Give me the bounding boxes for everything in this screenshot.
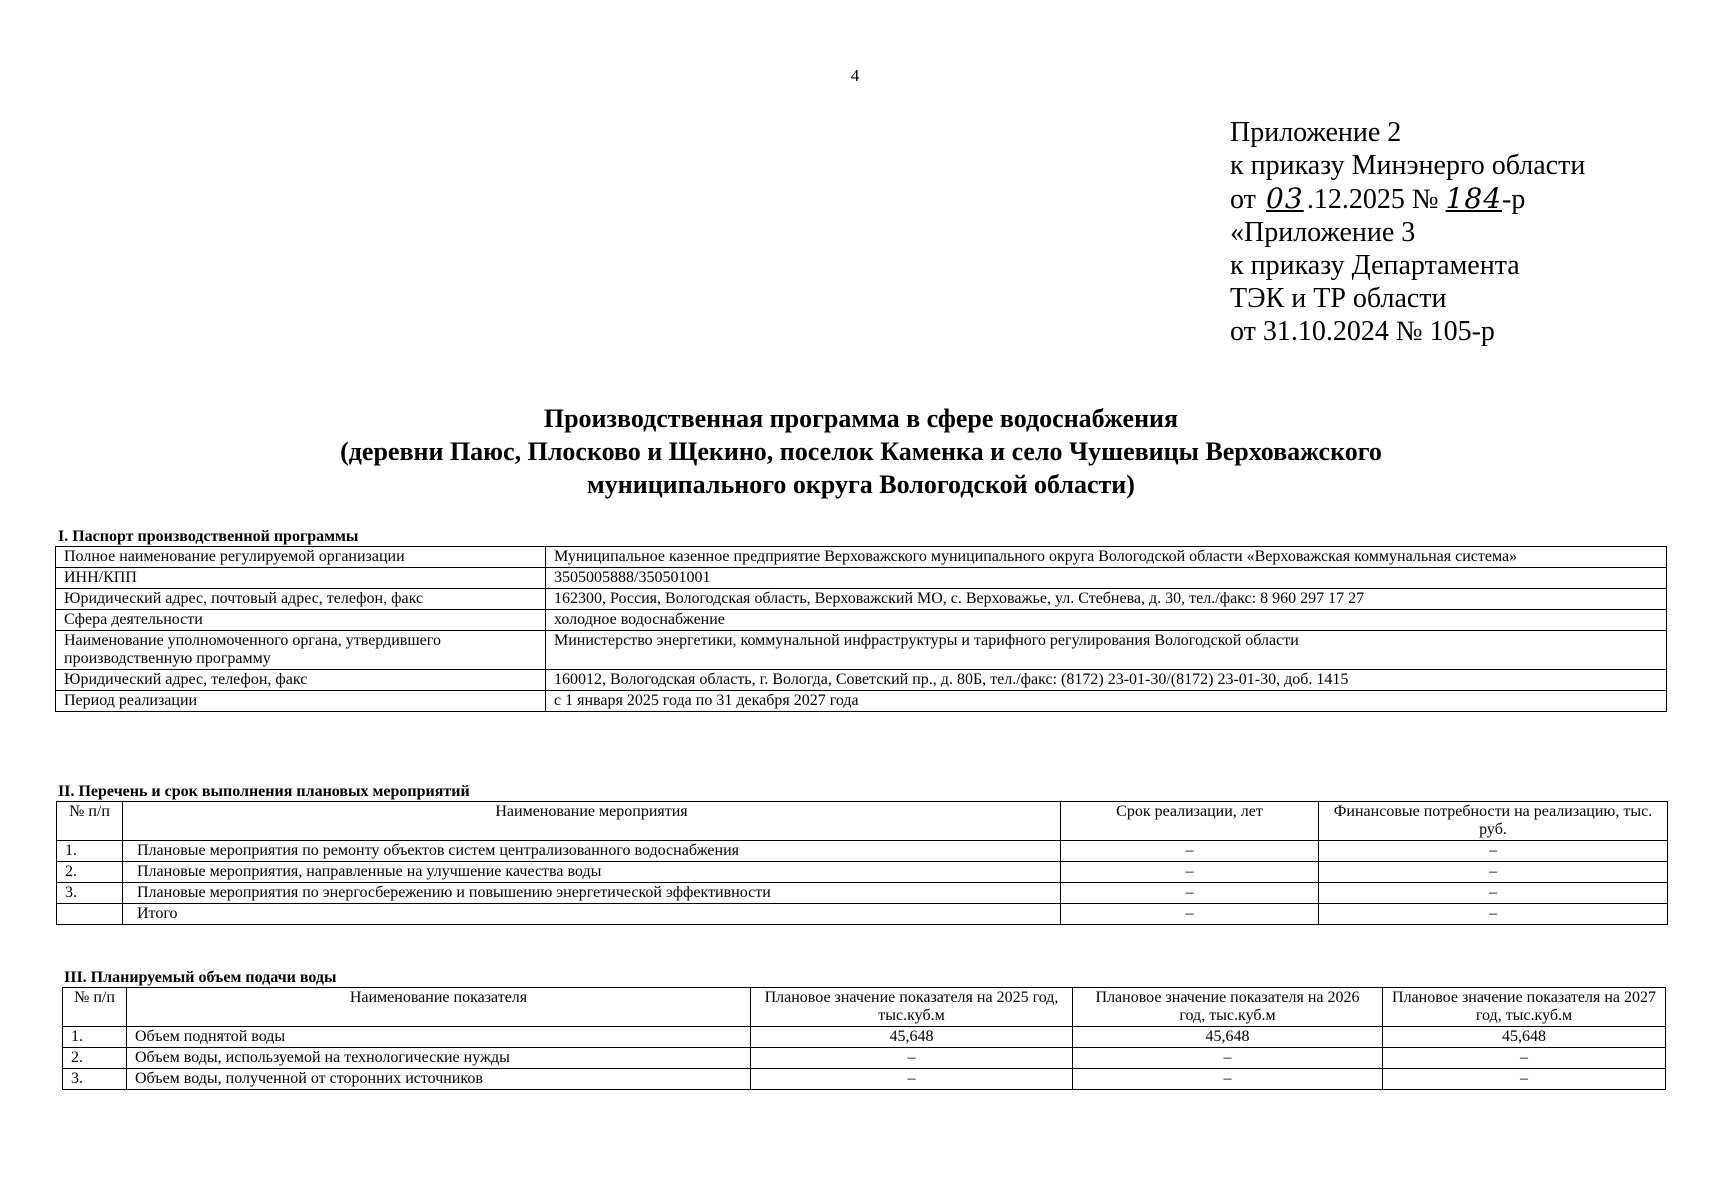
passport-table [55, 546, 1667, 712]
appendix-line: к приказу Минэнерго области [1230, 150, 1586, 181]
header-2027: Плановое значение показателя на 2027 год, тыс.куб.м [1383, 988, 1666, 1027]
passport-value: 160012, Вологодская область, г. Вологда, Советский пр., д. 80Б, тел./факс: (8172) 23-01-30/(8172) 23-01-30, доб. 1415 [546, 670, 1667, 691]
row-term: – [1061, 862, 1319, 883]
row-term: – [1061, 883, 1319, 904]
header-name: Наименование мероприятия [123, 802, 1061, 841]
row-name: Плановые мероприятия, направленные на улучшение качества воды [123, 862, 1061, 883]
passport-label: Сфера деятельности [56, 610, 546, 631]
section1-title: I. Паспорт производственной программы [58, 528, 359, 545]
row-term: – [1061, 841, 1319, 862]
row-name: Объем поднятой воды [127, 1027, 751, 1048]
appendix-line: ТЭК и ТР области [1230, 283, 1447, 314]
table-header-row [63, 988, 1666, 1027]
table-row [57, 904, 1668, 925]
row-num: 1. [57, 841, 123, 862]
row-num: 2. [63, 1048, 127, 1069]
table-row [56, 670, 1667, 691]
header-num: № п/п [63, 988, 127, 1027]
table-row [56, 631, 1667, 670]
row-2027: 45,648 [1383, 1027, 1666, 1048]
passport-value: 162300, Россия, Вологодская область, Верховажский МО, с. Верховажье, ул. Стебнева, д. 30, тел./факс: 8 960 297 17 27 [546, 589, 1667, 610]
header-name: Наименование показателя [127, 988, 751, 1027]
appendix-date-suffix: -р [1502, 184, 1526, 215]
appendix-line: к приказу Департамента [1230, 250, 1520, 281]
passport-value: с 1 января 2025 года по 31 декабря 2027 года [546, 691, 1667, 712]
table-row [56, 589, 1667, 610]
appendix-date-prefix: от [1230, 184, 1263, 215]
section3-title: III. Планируемый объем подачи воды [64, 969, 337, 986]
appendix-line: Приложение 2 [1230, 117, 1402, 148]
passport-value: Муниципальное казенное предприятие Верховажского муниципального округа Вологодской области «Верховажская коммунальная система» [546, 547, 1667, 568]
header-2026: Плановое значение показателя на 2026 год, тыс.куб.м [1073, 988, 1383, 1027]
table-row [56, 547, 1667, 568]
row-2025: – [751, 1069, 1073, 1090]
title-line: Производственная программа в сфере водоснабжения [543, 404, 1179, 433]
header-term: Срок реализации, лет [1061, 802, 1319, 841]
row-num: 3. [63, 1069, 127, 1090]
table-row [63, 1027, 1666, 1048]
row-2025: – [751, 1048, 1073, 1069]
passport-label: Наименование уполномоченного органа, утвердившего производственную программу [56, 631, 546, 670]
appendix-date-line [1230, 182, 1585, 216]
row-finance: – [1319, 841, 1668, 862]
row-name: Объем воды, используемой на технологические нужды [127, 1048, 751, 1069]
row-finance: – [1319, 883, 1668, 904]
document-title [0, 402, 1722, 501]
measures-table [56, 801, 1668, 925]
table-header-row [57, 802, 1668, 841]
passport-label: Период реализации [56, 691, 546, 712]
row-term: – [1061, 904, 1319, 925]
row-num: 2. [57, 862, 123, 883]
passport-value: Министерство энергетики, коммунальной инфраструктуры и тарифного регулирования Вологодской области [546, 631, 1667, 670]
row-name: Плановые мероприятия по ремонту объектов систем централизованного водоснабжения [123, 841, 1061, 862]
row-finance: – [1319, 862, 1668, 883]
table-row [63, 1048, 1666, 1069]
row-2026: 45,648 [1073, 1027, 1383, 1048]
header-finance: Финансовые потребности на реализацию, тыс. руб. [1319, 802, 1668, 841]
row-name: Объем воды, полученной от сторонних источников [127, 1069, 751, 1090]
row-num: 3. [57, 883, 123, 904]
passport-label: ИНН/КПП [56, 568, 546, 589]
page-number: 4 [850, 66, 860, 85]
passport-value: холодное водоснабжение [546, 610, 1667, 631]
row-name: Итого [123, 904, 1061, 925]
table-row [57, 883, 1668, 904]
row-finance: – [1319, 904, 1668, 925]
table-row [56, 610, 1667, 631]
appendix-block [1230, 116, 1585, 348]
table-row [57, 841, 1668, 862]
handwritten-number: 184 [1445, 182, 1503, 215]
row-2026: – [1073, 1048, 1383, 1069]
table-row [57, 862, 1668, 883]
row-num [57, 904, 123, 925]
volumes-table [62, 987, 1666, 1090]
passport-label: Юридический адрес, почтовый адрес, телефон, факс [56, 589, 546, 610]
passport-value: 3505005888/350501001 [546, 568, 1667, 589]
row-name: Плановые мероприятия по энергосбережению и повышению энергетической эффективности [123, 883, 1061, 904]
header-2025: Плановое значение показателя на 2025 год, тыс.куб.м [751, 988, 1073, 1027]
handwritten-day: 03 [1266, 182, 1304, 215]
passport-label: Полное наименование регулируемой организации [56, 547, 546, 568]
row-num: 1. [63, 1027, 127, 1048]
row-2026: – [1073, 1069, 1383, 1090]
section2-title: II. Перечень и срок выполнения плановых мероприятий [58, 783, 470, 800]
title-line: (деревни Паюс, Плосково и Щекино, поселок Каменка и село Чушевицы Верховажского [340, 437, 1382, 466]
appendix-line: от 31.10.2024 № 105-р [1230, 316, 1495, 347]
title-line: муниципального округа Вологодской области) [587, 470, 1135, 499]
row-2025: 45,648 [751, 1027, 1073, 1048]
appendix-date-mid: .12.2025 № [1306, 184, 1446, 215]
passport-label: Юридический адрес, телефон, факс [56, 670, 546, 691]
table-row [56, 691, 1667, 712]
table-row [63, 1069, 1666, 1090]
table-row [56, 568, 1667, 589]
appendix-line: «Приложение 3 [1230, 217, 1416, 248]
row-2027: – [1383, 1048, 1666, 1069]
header-num: № п/п [57, 802, 123, 841]
row-2027: – [1383, 1069, 1666, 1090]
